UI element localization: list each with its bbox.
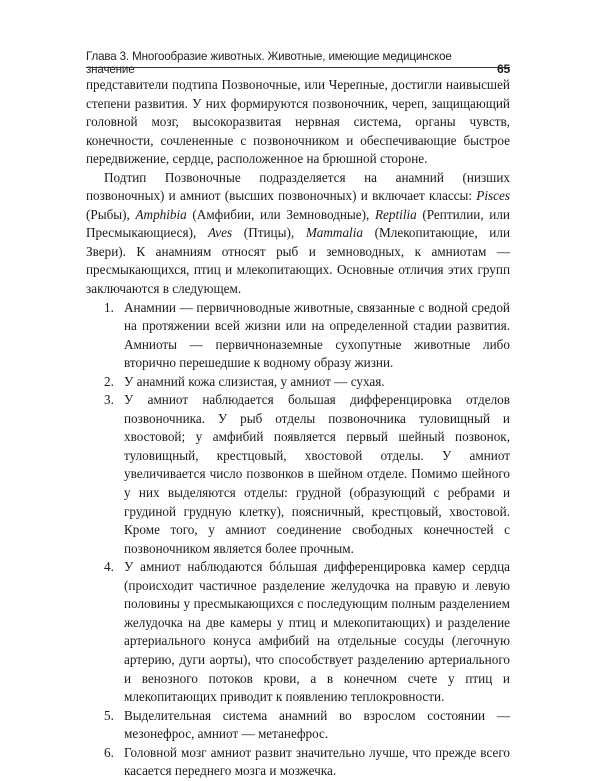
list-item: [104, 744, 510, 781]
text-run: (Амфибии, или Земноводные),: [186, 206, 375, 222]
page-body: [86, 76, 510, 781]
list-number: 1.: [104, 299, 114, 315]
text-run: (Млекопитающие, или Звери). К анамниям относят рыб и земноводных, к амниотам — пресмыкающихся, птиц и млекопитающих. Основные отличия этих групп заключаются в следующем.: [86, 225, 510, 297]
list-text: Выделительная система анамний во взрослом состоянии — мезонефрос, амниот — метанефрос.: [124, 707, 510, 742]
paragraph-classes: [86, 169, 510, 299]
list-number: 3.: [104, 392, 114, 408]
header-rule: [86, 67, 510, 68]
list-item: [104, 299, 510, 373]
list-item: [104, 707, 510, 744]
list-number: 6.: [104, 744, 114, 760]
list-text: Анамнии — первичноводные животные, связанные с водной средой на протяжении всей жизни или на определенной стадии развития. Амниоты — первичноназемные сухопутные животные либо вторично перешедшие к водному образу жизни.: [124, 299, 510, 371]
text-run: (Рыбы),: [86, 206, 136, 222]
paragraph: представители подтипа Позвоночные, или Черепные, достигли наивысшей степени развития. У них формируются позвоночник, череп, защищающий головной мозг, высокоразвитая нервная система, органы чувств, конечности, сочлененные с позвоночником и обеспечивающие быстрое передвижение, сердце, расположенное на брюшной стороне.: [86, 77, 510, 167]
latin-term: Aves: [207, 225, 233, 241]
text-run: (Рептилии, или Пресмыкающиеся),: [86, 206, 510, 241]
running-header: [86, 50, 510, 76]
list-text: Головной мозг амниот развит значительно лучше, что прежде всего касается переднего мозга и мозжечка.: [124, 744, 510, 779]
numbered-list: [86, 299, 510, 781]
latin-term: Amphibia: [135, 206, 187, 222]
list-item: [104, 558, 510, 706]
list-text: У амниот наблюдаются бóльшая дифференцировка камер сердца (происходит частичное разделение желудочка на правую и левую половины у пресмыкающихся с последующим полным разделением желудочка на две камеры у птиц и млекопитающих) и разделение артериального конуса амфибий на отдельные сосуды (легочную артерию, дуги аорты), что способствует разделению артериального и венозного потоков крови, а в конечном счете у птиц и млекопитающих приводит к появлению теплокровности.: [124, 559, 510, 705]
latin-term: Reptilia: [374, 206, 417, 222]
text-run: (Птицы),: [232, 225, 306, 241]
list-text: У амниот наблюдается большая дифференцировка отделов позвоночника. У рыб отделы позвоночника туловищный и хвостовой; у амфибий появляется первый шейный позвонок, туловищный, крестцовый, хвостовой отделы. У амниот увеличивается число позвонков в шейном отделе. Помимо шейного у них выделяются отделы: грудной (образующий с ребрами и грудиной грудную клетку), поясничный, крестцовый, хвостовой. Кроме того, у амниот соединение свободных конечностей с позвоночником является более прочным.: [124, 392, 510, 556]
page-number: 65: [496, 62, 510, 76]
list-item: [104, 373, 510, 392]
chapter-title: Глава 3. Многообразие животных. Животные, имеющие медицинское значение: [86, 50, 452, 76]
list-number: 2.: [104, 373, 114, 389]
latin-term: Pisces: [476, 188, 510, 204]
list-number: 4.: [104, 559, 114, 575]
text-run: Подтип Позвоночные подразделяется на анамний (низших позвоночных) и амниот (высших позвоночных) и включает классы:: [86, 169, 510, 204]
latin-term: Mammalia: [305, 225, 363, 241]
list-text: У анамний кожа слизистая, у амниот — сухая.: [124, 373, 385, 389]
list-item: [104, 391, 510, 558]
list-number: 5.: [104, 707, 114, 723]
